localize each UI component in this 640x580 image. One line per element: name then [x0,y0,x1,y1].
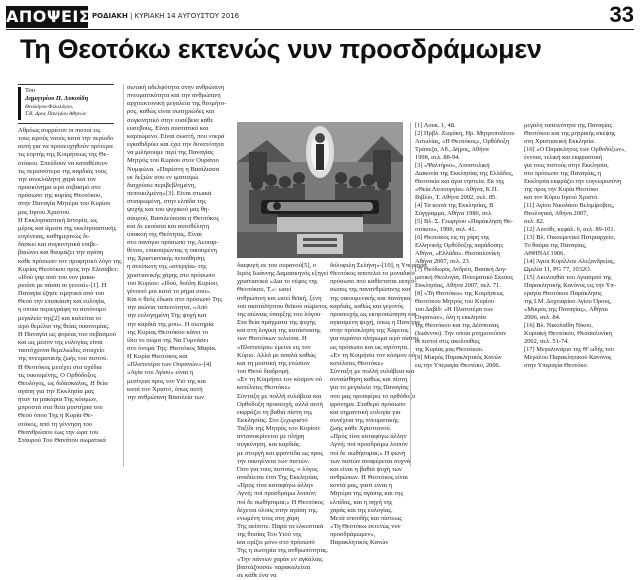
text-line: Μεγάλου Παρακλητικού Κανόνος [524,354,612,361]
text-line: Της η σωτηρία της ανθρωπότητας. [237,547,329,555]
text-line: μπροστά στα θεία μυστήρια του [18,404,103,412]
text-line: [2] Πρβλ. Ζωγάκη, Ηρ. Μητροπολίτου [415,130,515,137]
text-line: Κύριο. Αλλά με απαλά καθώς [237,351,316,359]
text-line: προσδράμωμεν», [330,531,376,539]
text-line: [5] Βλ. Σ. Γεωργίου «Παράκληση Θε- [415,218,513,225]
issue-date: ΚΥΡΙΑΚΗ 14 ΑΥΓΟΥΣΤΟΥ 2016 [134,12,240,20]
text-line: Αγνή; ποί προσδράμω λοιπόν [330,441,408,449]
text-line: Ιερός Ιωάννης Δαμασκηνός εξηγεί [237,270,329,278]
text-line: στην Υπεραγία Θεοτόκο. [524,362,589,369]
endnotes-left [415,122,519,467]
text-line: 2006, σελ. 84. [524,314,561,321]
text-line: στην πρόσκληση της Χάριτος [330,327,409,335]
text-line: «Πλατυτέρα» έμεινε εις τον [237,343,311,351]
issue-separator: | [130,12,135,20]
text-line: να μιλήσουμε περί της Παναγίας [127,149,214,157]
text-line: σωπος της πανανθρώπινης και [330,286,411,294]
text-line: [17] Μεγαλυνάριο της Θ' ωδής του [524,346,614,353]
text-line: «Θεία Λειτουργία» Αθήνα, Κ.Π. [415,186,499,193]
text-line: βαιώνει και θαυμάζει την αγάπη [18,249,104,257]
text-line: η ανείπωτη της «ανεργία» της [127,263,207,271]
text-line: Σταυρού Του Θανάτου σωματικά [18,436,106,444]
text-line: εκ δεξιών σου εν ιματισμώ [127,173,199,181]
dormition-icon [237,122,403,258]
text-line: ως πρόσωπο και ως αγιότητα. [330,343,409,351]
text-line: Θεανθρώπου έως την ώρα του [18,428,99,436]
text-line: ποί δε σωθήσομαι;» Η Θεοτόκος [237,498,324,506]
text-line: στην Παναγία Μητέρα του Κυρίου [18,200,111,208]
text-line: Θεοτόκου Μητρός του Κυρίου [415,298,494,305]
text-line: αγάπη για την Εκκλησία μας [18,388,95,395]
text-line: σαυρού, Βασιλεύουσα η Θεοτόκος [127,214,220,222]
text-line: Παρακλητικός Κανών [330,539,389,547]
text-line: ριούσι με πάσαι αι γενεαί»-[1]. Η [18,281,107,289]
text-line: τους ιερούς ναούς κατά την περίοδο [18,135,114,143]
text-line: και ορίζει μόνο στο πρόσωπό [237,539,315,547]
text-line: «Μικρός της Παναγίας», Αθήναι [524,306,609,313]
section-label: ΑΠΟΨΕΙΣ [6,7,91,26]
text-line: [16] Βλ. Νικολαΐδη Νίκου, [524,322,593,329]
byline-bar [18,87,21,120]
text-line: και είναι η βαθιά ψυχή των [330,465,402,473]
text-line: της Κυρίας μας Θεοτόκου. [415,346,484,353]
text-line: [7] Θεόδωρος Ανδρέα, Βασική Δογ- [415,266,508,273]
text-line: οι πιστοί στις ακολουθίες [415,338,480,345]
text-line: Ταξίδι της Μητρός του Κυρίου: [237,425,321,433]
text-line: [9] Μικρός Παρακλητικός Κανών [415,354,502,361]
text-line: η οποία περιεγράφη το αυτόνομο [18,306,106,314]
text-line: [13] Βλ. Οικουμενικό Πατριαρχείο, [524,234,616,241]
article-column-4 [330,262,427,547]
text-line: πρόσωπο της κυρίας Θεοτόκου, [18,192,102,200]
text-line: ανταποκρίνεται με πλήρη [237,433,305,441]
text-line: της αιώνιας ύπαρξης του λόγου· [237,310,323,318]
article-headline: Τη Θεοτόκω εκτενώς νυν προσδράμωμεν [20,34,542,64]
text-line: κάθε πρόσωπο τον προφητικό λόγο της [18,257,122,265]
text-line: την ευλογημένη Της ψυχή και [127,312,207,320]
text-line: Μετά σπουδής και πίστεως [330,514,402,522]
text-line: συνέχεια της πνευματικής [330,416,399,424]
text-line: ανθρώπινη και ωσεί θεϊκή, ξένη [237,294,322,302]
text-line: θένου, επικουρώντας η οικουμένη [127,247,217,255]
text-line: Ορθόδοξη προσευχή, αλλά αυτή [237,400,323,408]
text-line: τις εορτής της Κοιμήσεως της Θε- [18,151,109,159]
text-line: υπακοή της Θεότητας. Είναι [127,230,202,238]
text-line: Η Εκκλησιαστική Ιστορία, ως [18,216,98,224]
text-line: της οικουμενικής και πανάγιας [330,294,412,302]
text-line: και ως μέσον της ευλογίας είναι [18,339,103,347]
text-line: μεγάλη ταπεινότητα της Παναγίας [524,122,612,129]
text-line: [11] Αγίου Νικολάου Βελιμίροβιτς, [524,202,615,209]
text-line: βαστάζουσα» παρακαλείται [237,563,311,571]
text-line: [8] «Τη Θεοτόκω» της Κοιμήσεως [415,290,504,297]
text-line: αναδύεται έτσι Της Εκκλησίας [237,474,318,482]
article-column-1 [18,127,122,467]
text-line: πνευματικότητα και την ανθρώπινη [127,92,221,100]
text-line: Νυμφώνα. «Παρέστη η Βασίλισσα [127,165,220,173]
text-line: Μητρός του Κυρίου στον Ουράνιο [127,157,219,165]
text-line: τις οικουμένης, Ο Ορθόδοξος [18,371,97,379]
text-line: του Κυρίου: «Ιδού, δούλη Κυρίου, [127,279,219,287]
text-line: μεγαλείο της[2] και καλείται το [18,314,102,322]
byline-role [25,104,113,118]
byline [18,84,114,124]
text-line: και δε εκούσια και αυτοθέλητη [127,222,210,230]
text-line: Μητέρα της αγάπης και της [330,490,404,498]
text-line: με στοργή και φροντίδα ως προς [237,449,324,457]
text-line: μέρος και άμεσα της εκκλησιαστικής [18,224,117,232]
text-line: αυτή για να προσευχηθούν πρότερα [18,143,113,151]
text-line: Αθρόως συρρέουν οι πιστοί εις [18,127,101,134]
text-line: προσευχής ως εκπροσώπηση και [330,310,417,318]
text-line: ελπίδας, και η πηγή της [330,498,393,506]
text-line: της προς την Κυρία Θεοτόκο [524,186,599,193]
text-line: Βιβλίο, Τ. Αθήνα 2002, σελ. 85. [415,194,497,201]
paper-name: ΡΟΔΙΑΚΗ [92,12,128,20]
text-line: πεποικιλμένη»[3]. Είναι στωικά [127,190,212,198]
text-line: γένοιτό μοι κατά το ρήμα σου». [127,287,212,295]
text-line: ιερό θεμέλιο της θείας οικονομίας. [18,322,110,330]
text-line: 2002, σελ. 51-74. [524,338,569,345]
text-line: Η Κυρία Θεοτόκος και [127,353,188,361]
text-line: της πνευματικής ζωής του πιστού. [18,355,109,363]
text-line: Και ο θεός έδωσε στο πρόσωπό Της [127,296,222,304]
text-line: ΑΘΗΝΑΙ 1906. [524,250,565,257]
byline-author: Δημητρίου Π. Λυκούδη [25,95,89,102]
text-line: Η Θεοτόκος μετέχει στα σχέδια [18,363,102,371]
text-line: [10] «Ο Παράκλητος των Ορθοδόξων», [524,146,626,153]
text-line: Στα θεία πράγματα της ψυχής [237,319,316,327]
page-number: 33 [609,2,634,27]
text-line: Παρακλητικής Κανόνος εις την Υπ- [524,282,616,289]
text-line: και τον Κύριο Ιησού Χριστό. [524,194,599,201]
text-line: ενωμένη τους στη χάρη [237,514,300,522]
text-line: Αιτωλίας, «Η Θεοτόκος», Ορθόδοξη [415,138,510,145]
text-line: Θεοτοκία και άγια νηστεία. Εκ της [415,178,505,185]
text-line: Θεολογικά, Αθήνα 2007, [524,210,588,217]
text-line: δόλοφιλη Σελήνη»-[10], η Υπεραγία [330,262,427,269]
text-line: σελ. 82. [524,218,545,225]
text-line: εραγία Θεοτόκου Παράκλησις [524,290,602,297]
text-line: για το μεγαλείο της Παναγίας [330,384,409,392]
text-line: σε κάθε ένα να [237,571,277,579]
text-line: Ελληνικής Ορθόδοξης παράδοσης [415,242,503,249]
text-line: Της αείποτε. Παρά τα ελκυστικά [237,523,324,530]
text-line: μας Ιησού Χριστού. [18,208,71,216]
column-divider [123,84,124,467]
text-line: δάσκει και συγκινητικά επιβε- [18,241,99,249]
text-line: «Εν τη Κοιμήσει τον κόσμον ού [330,351,415,359]
text-line: ποί δε σωθήσομαι;» Η φωνή [330,449,406,457]
text-line: «Εν τη Κοιμήσει τον κόσμον ού [237,376,322,384]
text-line: Η Παναγία ως φορέας του σεβασμού [18,330,116,338]
text-line: εις την Υπεραγία Θεοτόκο, 2006. [415,362,501,369]
text-line: ευγένειας, καθημερινώς δι- [18,233,90,241]
byline-prefix: Του [25,87,35,94]
text-line: της Χριστιανικής πεποίθησης [127,255,206,263]
text-line: Κυρίας Θεοτόκου προς την Ελισάβετ: [18,265,119,273]
text-line: στο πρόσωπο της Παναγίας, η [524,170,602,177]
text-line: για τους πιστούς στην Εκκλησία, [524,162,609,169]
text-line: κατά τον Χριστό, όπως αυτή [127,385,203,393]
text-line: αγιασμένη ψυχή, όπως η Παναγία [330,319,420,327]
text-line: του Δαβίδ: «Η Πλατυτέρα των [415,306,494,313]
text-line: την αιώνια ταπεινότητα, «Από [127,304,208,312]
text-line: Σύγγραμμα, Αθήνα 1980, σελ. [415,210,493,217]
text-line: 1998, σελ. 88-94. [415,154,460,161]
text-line: καρπώμενο. Είναι σωστή, που νοερά [127,132,225,140]
text-line: κατέλιπες Θεοτόκε» [237,384,291,392]
text-line: σωτική αδελφότητα στην ανθρώπινη [127,84,225,91]
text-line: «Αγία του Αγίου» είναι η [127,369,194,377]
text-line: κοντά μας, γιατί είναι η [330,482,393,490]
text-line: φρόνημα. Σταθερό πρόσωπο [330,400,406,408]
text-line: Ωμιλία 11, PG 77, 1032Ο. [524,266,592,273]
issue-info [92,12,239,20]
text-line: «Ιδού γαρ από του νυν μακα- [18,273,96,281]
text-line: Θεοτόκου και της μητρικής σκέψης [524,130,616,137]
text-line: Αθήνα, «Ελλάδα». Θεσσαλονίκη [415,250,500,257]
text-line: και σημαντική ευλογία για [330,408,401,416]
text-line: σταυρωμένη, στην ελπίδα της [127,198,206,206]
text-line: οτόκος, από τη γέννηση του [18,420,93,428]
text-line: [6] Θεοτόκος εις τη χάρη της [415,234,490,241]
text-line: ματική Θεολογία, Πνευματικό Σκεύος [415,274,513,281]
text-line: [1] Λουκ. 1, 48. [415,122,456,129]
text-line: Κυριακή Θεοτόκου, Θεσσαλονίκη [524,330,613,337]
text-line: Ουρανών», όλη η εκκλησία [415,314,486,321]
text-line: μεσίτρια προς τον Υιό της και [127,377,206,385]
text-line: Σύνταξη με πολλή ευλάβεια και [330,368,415,376]
text-line: Αγνή; ποί προσδράμω λοιπόν; [237,490,317,498]
text-line: της Ι.Μ. Δοχειαρίου Αγίου Όρους, [524,298,612,305]
byline-role-2: Τ.Β. Δρος Παν/μίου Αθηνών [25,111,87,117]
text-line: ήταν τα μακάρια Της κόσμων, [18,396,98,404]
text-line: [3] «Ψαλτήριο», Αποστολική [415,162,490,169]
text-line: ταυτόχρονα θεμελιώδες στοιχείο [18,347,105,355]
text-line: οτόκου. Σπεύδουν να καταθέσουν [18,159,108,167]
text-line: Εκκλησία εκφράζει την ευγνωμοσύνη [524,178,622,185]
text-line: [4] Τα κοινά της Εκκλησίας, Β΄ [415,202,496,209]
text-line: χριστιανικής χάρης στο πρόσωπο [127,271,216,279]
text-line: ζωής κάθε Χριστιανού. [330,425,392,433]
text-line: στη Χριστιανική Εκκλησία. [524,138,596,145]
text-line: ψυχής και του ψυχικού μας θη- [127,206,210,214]
text-line: εκφράζει τη βαθιά πίστη της [237,408,313,416]
text-line: Διακονία της Εκκλησίας της Ελλάδος, [415,170,514,177]
text-line: συναίσθηση καθώς και πίστη [330,376,408,384]
article-column-3 [237,262,329,579]
text-line: [12] Αυτόθι, κεφάλ. 6, σελ. 89-101. [524,226,616,233]
text-line: προσκύνημα ιερό σεβασμό στο [18,184,101,192]
text-line: έννοια, τελική και εκφραστική [524,154,603,161]
text-line: ρος, καθώς είναι σωτηριώδες και [127,108,215,116]
text-line: [14] Άγιοι Κυρίλλου Αλεξανδρείας, [524,258,615,265]
text-line: Παναγία έζησε τιμητικά από του [18,290,105,298]
text-line: για ουράνιο πλήρωμα ιερό πίστης [330,335,420,343]
text-line: των πιστών αναφέρεται συχνά [330,457,411,465]
text-line: Θεού την επισκίαση και ευλογία, [18,298,106,306]
text-line: Θεοτόκου, Τ.»: ωσεί [237,286,292,294]
text-line: Σύνταξη με πολλή ευλάβεια και [237,392,322,400]
text-line: Θεού όπου Της η Κυρία Θε- [18,412,93,420]
text-line: την ανθρώπινη Βασιλεία των [127,393,205,401]
text-line: του Θεού διαδρομή. [237,368,291,376]
text-line: των Θεοτόκων τελείται. Η [237,335,307,343]
text-line: ανθρώπων. Η Θεοτόκος είναι [330,474,408,482]
text-line: «Πρός τίνα καταφύγω άλλην [330,433,407,441]
text-line: πρόσωπο που καθίσταται εκπρό- [330,278,417,286]
text-line: την οικογένεια των πιστών. [237,457,310,465]
text-line: χαράς και της ευλογίας. [330,506,393,514]
text-line: Εκκλησίας, Αθήνα 2007, σελ. 71. [415,282,501,289]
text-line: της θυσίας Του Υιού της [237,531,302,539]
text-line: Τράπεζα, Αθ., Δήμος, Αθήνα [415,146,489,153]
text-line: Το θαύμα της Παναγίας, [524,242,587,249]
text-line: «Την πάντων χαράν εν αγκάλαις [237,555,323,563]
text-line: τις περισσότερο της καρδιάς τους [18,167,107,175]
text-line: που μας προσφέρει το ορθόδοξο [330,392,416,400]
text-line: χριστιανικά «Δια το νέφος της [237,278,318,286]
header-rule [6,29,634,30]
text-line: της Κυρίας Θεοτόκου κάνει το [127,328,209,336]
text-line: της Θεοτόκου και της Δέσποινας [415,322,499,329]
dormition-icon-image [237,122,403,258]
text-line: καρδιάς, καθώς και γεγονός [330,302,404,310]
text-line: ίδιο το σώμα της Να Γυμνάσει [127,336,209,344]
text-line: Θεολόγος, ως διδάσκαλος, Η θεία [18,379,108,387]
text-line: [15] Ακολουθία του Αγιασμού της [524,274,612,281]
text-line: διαχρύσω περιβεβλημένη, [127,181,196,189]
text-line: «Πλατυτέρα των Ουρανών»-[4] [127,361,212,369]
text-line: στο πανάγιο πρόσωπο της Αειπαρ- [127,238,219,246]
byline-role-1: Θεολόγου-Φιλολόγου, [25,104,74,110]
text-line: Θεοτόκος αποτελεί το μοναδικό [330,270,415,278]
text-line: εγκαθιδρύει και έχει την δυνατότητα [127,141,224,149]
text-line: την καρδιά της μου». Η σωτηρία [127,320,214,328]
text-line: ευσεβούς. Είναι συστατικό και [127,124,209,132]
text-line: την ανεκλάλητη χαρά και τον [18,175,96,183]
text-line: αρχιτεκτονική μεγαλεία της θεομήτο- [127,100,227,108]
text-line: στο όνομά Της: Θεοτόκος Μαρία. [127,345,217,352]
text-line: «Προς τίνα καταφύγω άλλην [237,482,314,490]
text-line: «Τη Θεοτόκω εκτενώς νυν [330,523,401,530]
text-line: Εκκλησίας. Στο ξεχωριστό [237,416,308,424]
text-line: κατέλιπες Θεοτόκε» [330,359,384,367]
text-line: οτόκου», 1990, σελ. 41. [415,226,477,233]
text-line: Αθήνα 2007, σελ. 23. [415,258,471,265]
text-line: συγκινητικό στην ευσέβεια κάθε [127,116,214,124]
text-line: συγκίνηση, και καρδιάς [237,441,300,449]
text-line: (Ιωάννου). Την οποία μνημονεύουν [415,330,507,337]
text-line: και τη μυστική της ενώπιον [237,359,310,367]
text-line: δέχεται όλους στην αγάπη της. [237,506,319,514]
article-column-2 [127,84,228,467]
text-line: και στη λογική της κατάστασης [237,327,321,335]
text-line: του ακατάληπτου θεϊκού σώματος [237,302,328,310]
notes-divider [410,122,411,467]
text-line: διαφυγή εκ του ουρανού[5], ο [237,262,317,269]
text-line: Όσο για τους πιστούς, ο λόγος [237,465,318,473]
endnotes-right [524,122,632,467]
